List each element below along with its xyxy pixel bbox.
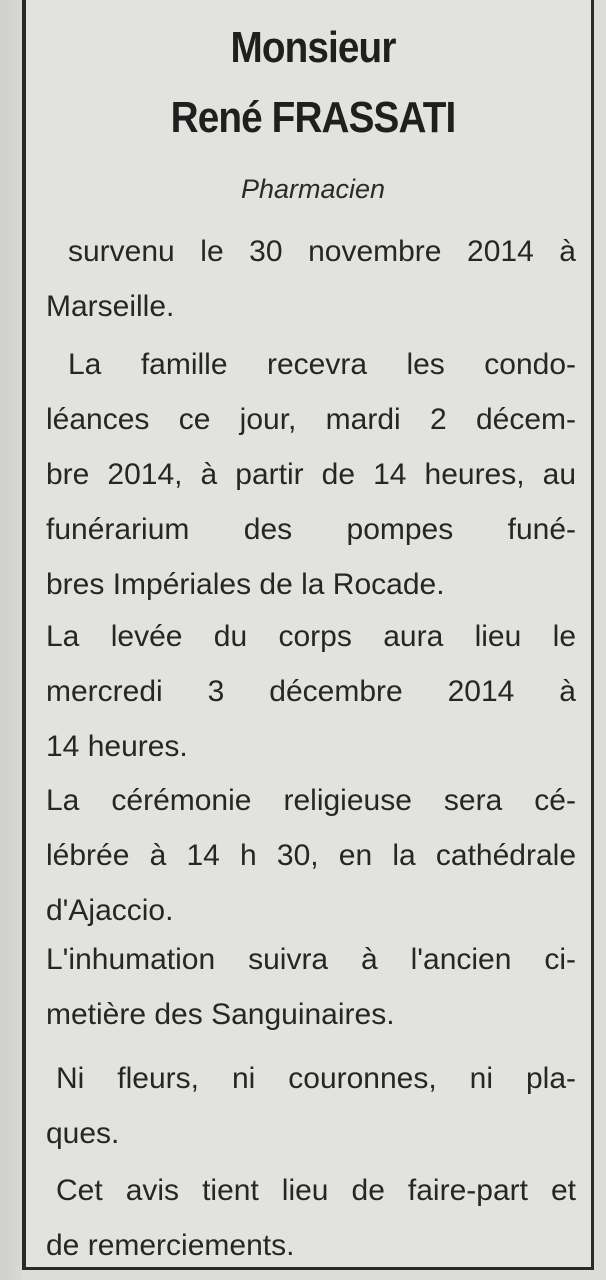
paragraph-condolences <box>46 337 576 612</box>
paragraph-line: mercredi 3 décembre 2014 à <box>46 675 576 708</box>
paragraph-line: survenu le 30 novembre 2014 à <box>68 235 576 268</box>
paragraph-line: La levée du corps aura lieu le <box>46 620 576 653</box>
paragraph-line: L'inhumation suivra à l'ancien ci- <box>46 943 576 976</box>
paragraph-line: funérarium des pompes funé- <box>46 513 576 546</box>
paragraph-levee <box>46 609 576 774</box>
paragraph-line: ques. <box>46 1117 120 1150</box>
paragraph-ceremonie <box>46 773 576 938</box>
paragraph-line: 14 heures. <box>46 730 188 763</box>
paragraph-line: lébrée à 14 h 30, en la cathédrale <box>46 839 576 872</box>
paragraph-line: metière des Sanguinaires. <box>46 998 395 1031</box>
notice-title-line-1: Monsieur <box>230 23 396 72</box>
paragraph-line: bre 2014, à partir de 14 heures, au <box>46 458 576 491</box>
paragraph-line: La famille recevra les condo- <box>68 348 576 381</box>
paragraph-line: La cérémonie religieuse sera cé- <box>46 784 576 817</box>
paragraph-avis <box>46 1163 576 1273</box>
paragraph-fleurs <box>46 1051 576 1161</box>
paragraph-inhumation <box>46 932 576 1042</box>
paragraph-line: Cet avis tient lieu de faire-part et <box>56 1174 576 1207</box>
paragraph-line: de remerciements. <box>46 1229 295 1262</box>
paragraph-line: bres Impériales de la Rocade. <box>46 568 445 601</box>
paragraph-line: Marseille. <box>46 290 175 323</box>
paragraph-line: léances ce jour, mardi 2 décem- <box>46 403 576 436</box>
paragraph-death <box>46 224 576 334</box>
profession: Pharmacien <box>240 174 386 204</box>
paragraph-line: Ni fleurs, ni couronnes, ni pla- <box>56 1062 576 1095</box>
paper-margin <box>0 0 22 1280</box>
notice-title-line-2: René FRASSATI <box>170 93 456 142</box>
paragraph-line: d'Ajaccio. <box>46 894 174 927</box>
